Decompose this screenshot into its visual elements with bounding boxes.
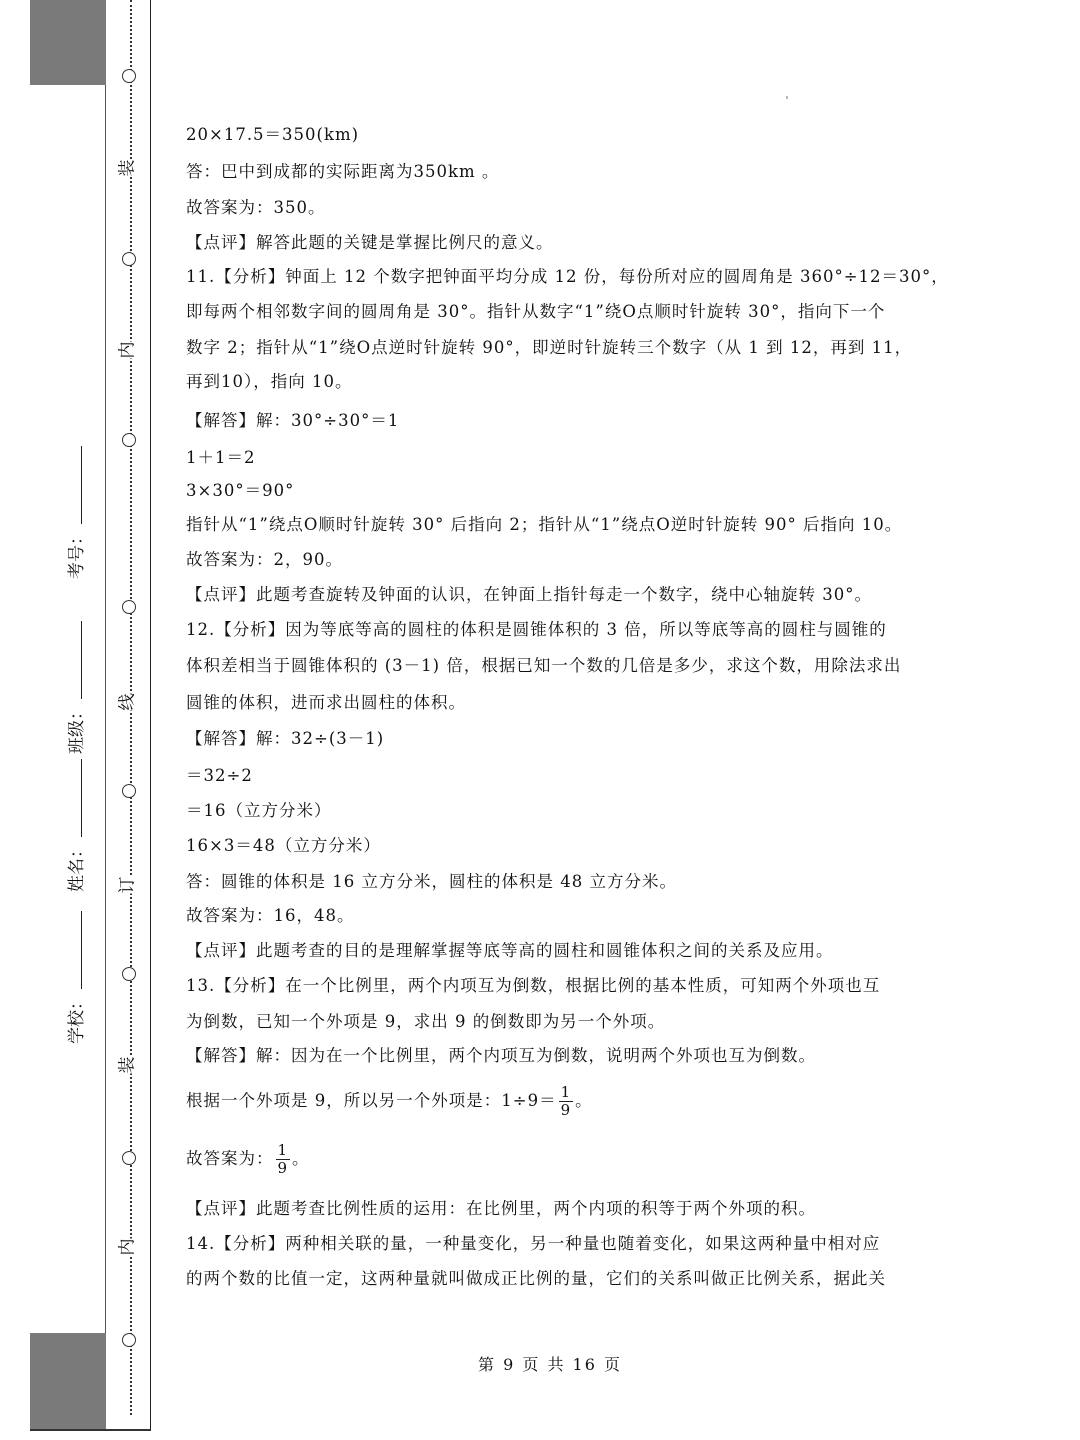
binding-char: 装 [117, 159, 138, 177]
text-line: 【解答】解：因为在一个比例里，两个内项互为倒数，说明两个外项也互为倒数。 [186, 1046, 816, 1065]
class-blank[interactable] [67, 621, 82, 699]
text-line: 【点评】解答此题的关键是掌握比例尺的意义。 [186, 233, 554, 252]
binding-margin-top [30, 0, 106, 85]
text-line: 体积差相当于圆锥体积的 (3－1) 倍，根据已知一个数的几倍是多少，求这个数，用除法求出 [186, 656, 902, 675]
fraction-one-ninth [276, 1142, 291, 1177]
fraction-one-ninth [559, 1084, 574, 1119]
binding-circle [122, 784, 136, 798]
binding-bottom-rule [30, 1429, 151, 1431]
text-line: 14.【分析】两种相关联的量，一种量变化，另一种量也随着变化，如果这两种量中相对应 [186, 1234, 881, 1253]
binding-margin-bottom [30, 1333, 106, 1430]
binding-char: 订 [117, 876, 138, 894]
text-line: 再到10），指向 10。 [186, 372, 353, 391]
text-line: 【点评】此题考查比例性质的运用：在比例里，两个内项的积等于两个外项的积。 [186, 1199, 816, 1218]
text-line: 即每两个相邻数字间的圆周角是 30°。指针从数字“1”绕O点顺时针旋转 30°，指向下一个 [186, 302, 886, 321]
binding-circle [122, 967, 136, 981]
text-line: ＝32÷2 [186, 766, 253, 785]
text-line: 11.【分析】钟面上 12 个数字把钟面平均分成 12 份，每份所对应的圆周角是 360°÷12＝30°， [186, 267, 949, 286]
text-line: ＝16（立方分米） [186, 801, 332, 820]
text-line: 故答案为：350。 [186, 198, 326, 217]
text-line: 的两个数的比值一定，这两种量就叫做成正比例的量，它们的关系叫做正比例关系，据此关 [186, 1269, 886, 1288]
name-label: 姓名： [67, 841, 87, 892]
text-line: 【解答】解：30°÷30°＝1 [186, 411, 400, 430]
binding-circle [122, 69, 136, 83]
text-line: 【点评】此题考查的目的是理解掌握等底等高的圆柱和圆锥体积之间的关系及应用。 [186, 941, 834, 960]
class-label: 班级： [67, 703, 87, 754]
text-line: 圆锥的体积，进而求出圆柱的体积。 [186, 693, 466, 712]
text-line: 故答案为：2，90。 [186, 550, 343, 569]
text-line: 答：圆锥的体积是 16 立方分米，圆柱的体积是 48 立方分米。 [186, 872, 677, 891]
fraction-line [186, 1142, 310, 1177]
binding-circle [122, 252, 136, 266]
fraction-line [186, 1084, 593, 1119]
text-line: 20×17.5＝350(km) [186, 125, 360, 144]
text-line: 1＋1＝2 [186, 448, 256, 467]
exam-no-field [62, 446, 87, 579]
binding-circle [122, 600, 136, 614]
binding-char: 内 [117, 1238, 138, 1256]
text-line: 故答案为：16，48。 [186, 906, 355, 925]
binding-outer-line [150, 0, 151, 1430]
exam-no-label: 考号： [67, 528, 87, 579]
binding-circle [122, 1333, 136, 1347]
exam-no-blank[interactable] [67, 446, 82, 524]
text-line: 【解答】解：32÷(3－1) [186, 729, 385, 748]
fraction-denominator: 9 [277, 1159, 289, 1177]
text-line: 3×30°＝90° [186, 481, 295, 500]
binding-margin-border [105, 85, 106, 1333]
text-line: 【点评】此题考查旋转及钟面的认识，在钟面上指针每走一个数字，绕中心轴旋转 30°。 [186, 585, 872, 604]
binding-char: 内 [117, 341, 138, 359]
name-blank[interactable] [67, 759, 82, 837]
class-field [62, 621, 87, 754]
fraction-line-suffix: 。 [575, 1091, 593, 1110]
text-line: 数字 2；指针从“1”绕O点逆时针旋转 90°，即逆时针旋转三个数字（从 1 到 12，再到 11， [186, 338, 913, 357]
name-field [62, 759, 87, 892]
text-line: 答：巴中到成都的实际距离为350km 。 [186, 162, 500, 181]
fraction-line-suffix: 。 [292, 1149, 310, 1168]
school-field [62, 911, 87, 1044]
scan-speck [786, 96, 788, 99]
text-line: 为倒数，已知一个外项是 9，求出 9 的倒数即为另一个外项。 [186, 1012, 666, 1031]
fraction-line-prefix: 故答案为： [186, 1149, 274, 1168]
fraction-numerator: 1 [277, 1141, 289, 1159]
text-line: 指针从“1”绕点O顺时针旋转 30° 后指向 2；指针从“1”绕点O逆时针旋转 90° 后指向 10。 [186, 515, 903, 534]
fraction-line-prefix: 根据一个外项是 9，所以另一个外项是：1÷9＝ [186, 1091, 557, 1110]
school-blank[interactable] [67, 911, 82, 989]
page-footer: 第 9 页 共 16 页 [478, 1355, 622, 1374]
text-line: 12.【分析】因为等底等高的圆柱的体积是圆锥体积的 3 倍，所以等底等高的圆柱与圆锥的 [186, 620, 887, 639]
binding-circle [122, 433, 136, 447]
binding-char: 装 [117, 1056, 138, 1074]
school-label: 学校： [67, 993, 87, 1044]
binding-circle [122, 1151, 136, 1165]
text-line: 13.【分析】在一个比例里，两个内项互为倒数，根据比例的基本性质，可知两个外项也互 [186, 976, 881, 995]
fraction-denominator: 9 [560, 1101, 572, 1119]
fraction-numerator: 1 [560, 1083, 572, 1101]
text-line: 16×3＝48（立方分米） [186, 836, 381, 855]
binding-char: 线 [117, 693, 138, 711]
